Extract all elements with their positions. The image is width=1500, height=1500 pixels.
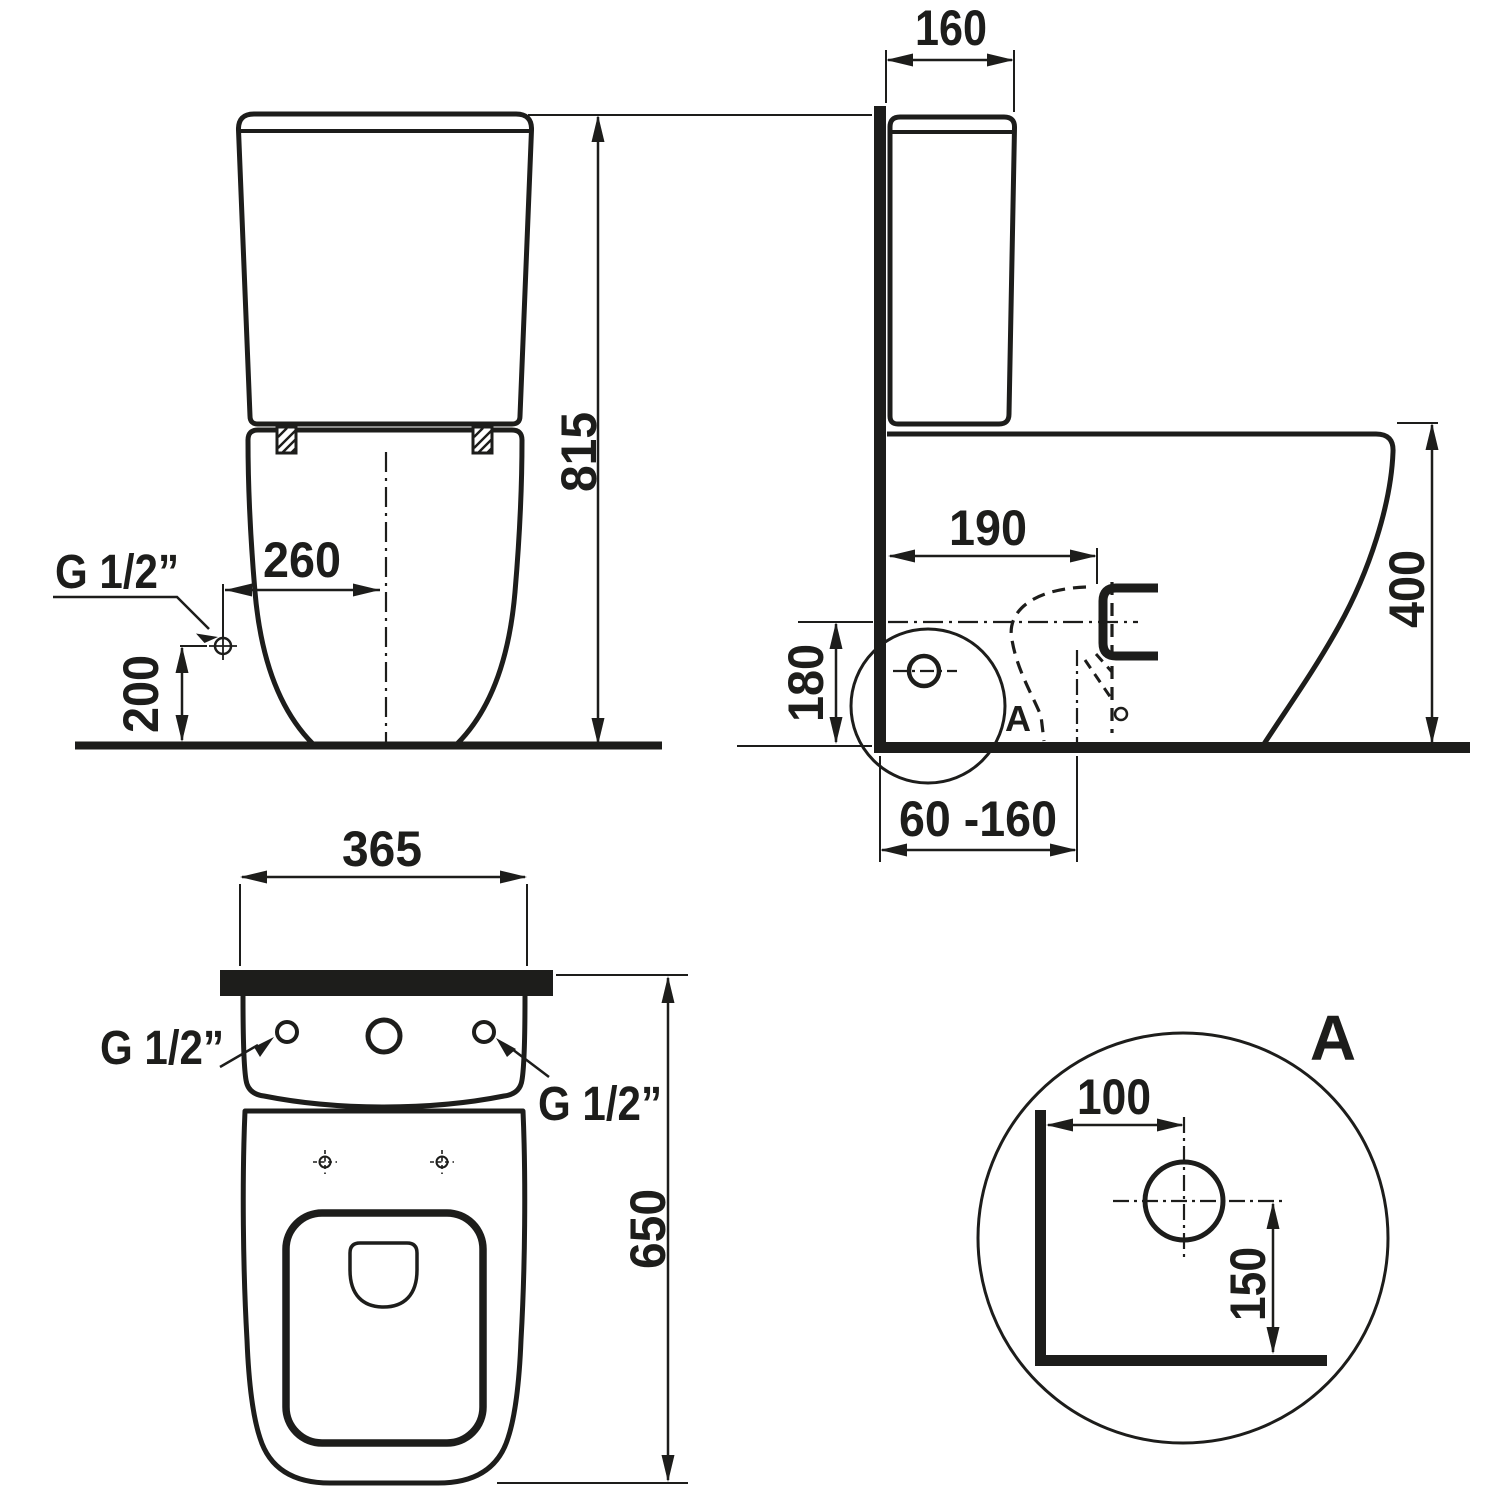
flush-opening — [350, 1243, 417, 1307]
arrow-right-icon — [1157, 1119, 1184, 1132]
arrow-left-icon — [886, 54, 913, 67]
dim-label: 400 — [1379, 544, 1435, 628]
detail-label: A — [1309, 1002, 1357, 1074]
arrow-up-icon — [592, 115, 605, 142]
dim-inlet-from-wall — [1046, 1069, 1184, 1132]
inlet-thread-label: G 1/2” — [538, 1078, 662, 1131]
arrow-down-icon — [662, 1455, 675, 1482]
arrow-left-icon — [225, 584, 252, 597]
hidden-outlet-bend — [1085, 654, 1112, 698]
dim-label: 100 — [1077, 1069, 1151, 1125]
arrow-up-icon — [1267, 1202, 1280, 1229]
plan-view — [100, 821, 688, 1483]
dim-label: 365 — [342, 821, 422, 877]
arrow-right-icon — [500, 871, 527, 884]
dim-label: 190 — [949, 500, 1027, 556]
fixing-bolt-right — [473, 427, 492, 453]
arrow-up-icon — [1426, 423, 1439, 450]
dim-width — [240, 821, 527, 966]
inlet-thread-callout — [53, 546, 218, 643]
fixing-bolt-left — [277, 427, 296, 453]
cistern-outline — [890, 117, 1015, 424]
side-view — [737, 0, 1470, 862]
dim-outlet-floor-range — [880, 756, 1077, 862]
leader-line — [53, 597, 209, 629]
arrow-left-icon — [240, 871, 267, 884]
arrow-left-icon — [888, 550, 915, 563]
dim-cistern-depth — [886, 0, 1014, 112]
dim-label: 160 — [915, 0, 987, 56]
arrow-down-icon — [1267, 1327, 1280, 1354]
dim-label: 200 — [113, 649, 169, 733]
dim-inlet-from-floor — [1220, 1202, 1280, 1354]
dim-label: 650 — [620, 1185, 676, 1269]
dim-label: 180 — [778, 638, 834, 722]
arrow-up-icon — [662, 976, 675, 1003]
dim-label: 260 — [263, 532, 341, 588]
arrow-down-icon — [592, 718, 605, 745]
inlet-thread-label: G 1/2” — [100, 1022, 224, 1075]
arrow-right-icon — [987, 54, 1014, 67]
inlet-hole-left — [277, 1022, 297, 1042]
extension-line — [240, 884, 527, 966]
arrow-down-icon — [176, 715, 189, 742]
flush-hole-center — [368, 1020, 400, 1052]
inlet-thread-label: G 1/2” — [55, 546, 179, 599]
arrow-up-icon — [176, 646, 189, 673]
arrow-left-icon — [1046, 1119, 1073, 1132]
dim-label: 150 — [1220, 1237, 1276, 1321]
screw-hole — [1115, 708, 1127, 720]
detail-a-view — [978, 1002, 1388, 1443]
dim-label: 815 — [551, 408, 607, 492]
dim-label: 60 -160 — [899, 791, 1057, 847]
leader-arrow-icon — [196, 634, 218, 644]
arrow-down-icon — [1426, 717, 1439, 744]
wall-line — [220, 970, 553, 996]
front-view — [53, 114, 872, 748]
detail-a-marker-label: A — [1005, 698, 1031, 739]
dim-inlet-height — [113, 646, 207, 742]
cistern-outline — [238, 114, 531, 424]
inlet-hole-right — [474, 1022, 494, 1042]
